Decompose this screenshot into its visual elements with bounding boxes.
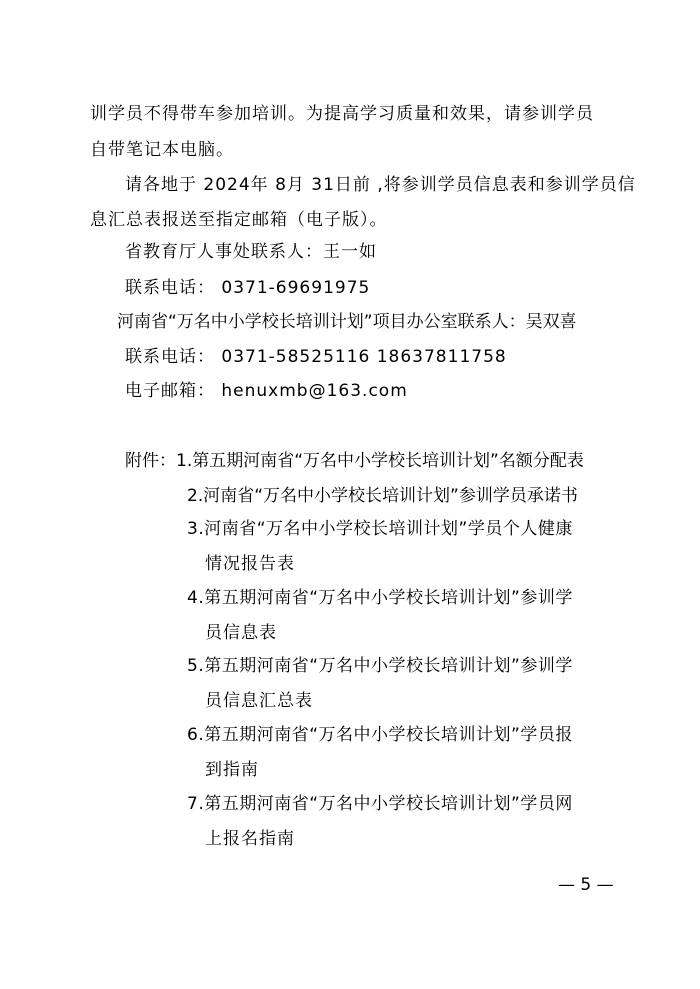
email: 电子邮箱： henuxmb@163.com <box>125 381 408 401</box>
attachment-item-6-line-2: 到指南 <box>205 760 259 780</box>
paragraph-2-line-2: 息汇总表报送至指定邮箱（电子版）。 <box>90 210 388 230</box>
attachment-item-7-line-1: 7.第五期河南省“万名中小学校长培训计划”学员网 <box>187 794 573 814</box>
attachment-item-6-line-1: 6.第五期河南省“万名中小学校长培训计划”学员报 <box>187 725 573 745</box>
paragraph-1-line-2: 自带笔记本电脑。 <box>90 140 234 160</box>
attachment-item-3-line-1: 3.河南省“万名中小学校长培训计划”学员个人健康 <box>187 519 573 539</box>
attachment-item-2: 2.河南省“万名中小学校长培训计划”参训学员承诺书 <box>187 486 578 506</box>
attachment-item-5-line-2: 员信息汇总表 <box>205 691 313 711</box>
paragraph-2-line-1: 请各地于 2024年 8月 31日前 ,将参训学员信息表和参训学员信 <box>125 175 636 195</box>
attachment-item-1: 附件：1.第五期河南省“万名中小学校长培训计划”名额分配表 <box>125 451 584 471</box>
page-number: — 5 — <box>558 875 614 895</box>
project-phone: 联系电话： 0371-58525116 18637811758 <box>125 347 507 367</box>
attachment-item-3-line-2: 情况报告表 <box>205 554 295 574</box>
paragraph-1-line-1: 训学员不得带车参加培训。为提高学习质量和效果，请参训学员 <box>90 104 594 124</box>
attachment-item-7-line-2: 上报名指南 <box>205 829 295 849</box>
attachment-item-4-line-2: 员信息表 <box>205 623 277 643</box>
project-contact: 河南省“万名中小学校长培训计划”项目办公室联系人：吴双喜 <box>117 312 577 332</box>
dept-contact: 省教育厅人事处联系人：王一如 <box>125 242 377 262</box>
dept-phone: 联系电话： 0371-69691975 <box>125 278 371 298</box>
attachment-item-4-line-1: 4.第五期河南省“万名中小学校长培训计划”参训学 <box>187 588 573 608</box>
attachment-item-5-line-1: 5.第五期河南省“万名中小学校长培训计划”参训学 <box>187 656 573 676</box>
